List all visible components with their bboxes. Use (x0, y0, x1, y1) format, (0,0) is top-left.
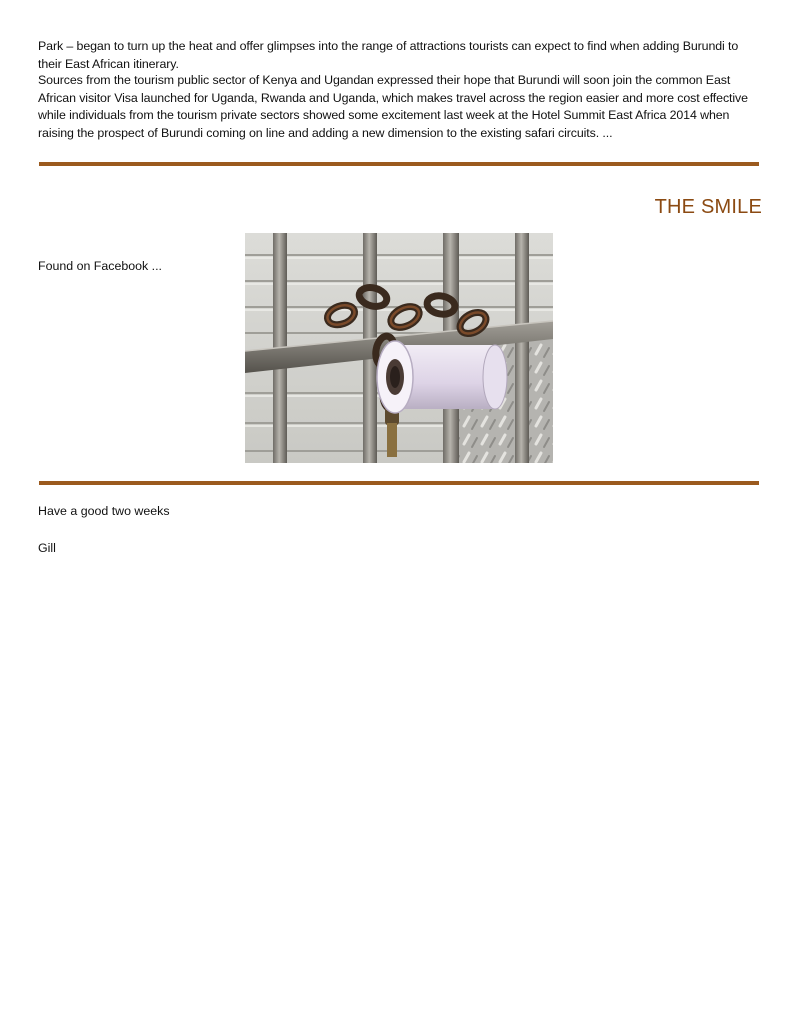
section-heading: THE SMILE (654, 196, 762, 218)
article-paragraph-2: Sources from the tourism public sector of Kenya and Ugandan expressed their hope that Burundi will soon join the common East African visitor Visa launched for Uganda, Rwanda and Uganda, which makes travel across the region easier and more cost effective while individuals from the tourism private sectors showed some excitement last week at the Hotel Summit East Africa 2014 when raising the prospect of Burundi coming on line and adding a new dimension to the existing safari circuits. ... (38, 73, 748, 140)
article-paragraph-1: Park – began to turn up the heat and offer glimpses into the range of attractions tourists can expect to find when adding Burundi to their East African itinerary. (38, 39, 739, 71)
signature: Gill (38, 541, 56, 555)
section-divider (39, 162, 759, 166)
section-divider (39, 481, 759, 485)
closing-message: Have a good two weeks (38, 504, 170, 518)
chained-toilet-roll-photo (245, 233, 553, 463)
photo-caption: Found on Facebook ... (38, 259, 162, 273)
